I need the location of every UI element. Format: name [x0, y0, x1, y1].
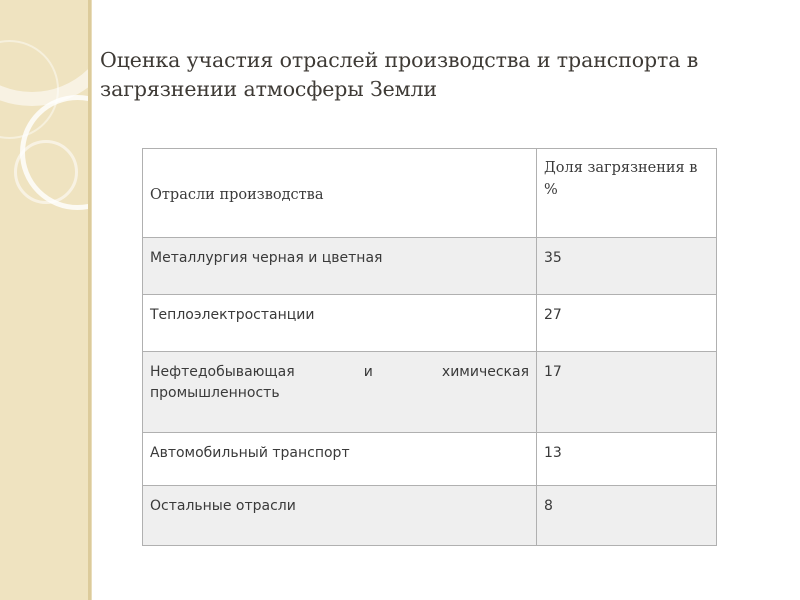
table-row [143, 295, 717, 352]
table-row [143, 238, 717, 295]
table-header-row [143, 149, 717, 238]
decorative-ring [0, 0, 88, 106]
pollution-table [142, 148, 717, 546]
cell-industry: Теплоэлектростанции [143, 295, 537, 352]
table-row [143, 433, 717, 486]
cell-share: 35 [537, 238, 717, 295]
cell-industry: Металлургия черная и цветная [143, 238, 537, 295]
header-share: Доля загрязнения в % [537, 149, 717, 238]
sidebar-border-line [91, 0, 92, 600]
cell-industry: Автомобильный транспорт [143, 433, 537, 486]
header-industry: Отрасли производства [143, 149, 537, 238]
decorative-sidebar [0, 0, 88, 600]
table-row [143, 352, 717, 433]
table-row [143, 486, 717, 546]
cell-share: 17 [537, 352, 717, 433]
decorative-ring [14, 140, 78, 204]
cell-share: 13 [537, 433, 717, 486]
cell-industry: Остальные отрасли [143, 486, 537, 546]
slide-title: Оценка участия отраслей производства и транспорта в загрязнении атмосферы Земли [100, 48, 699, 101]
cell-share: 8 [537, 486, 717, 546]
cell-industry: Нефтедобывающая и химическая промышленность [143, 352, 537, 433]
cell-share: 27 [537, 295, 717, 352]
